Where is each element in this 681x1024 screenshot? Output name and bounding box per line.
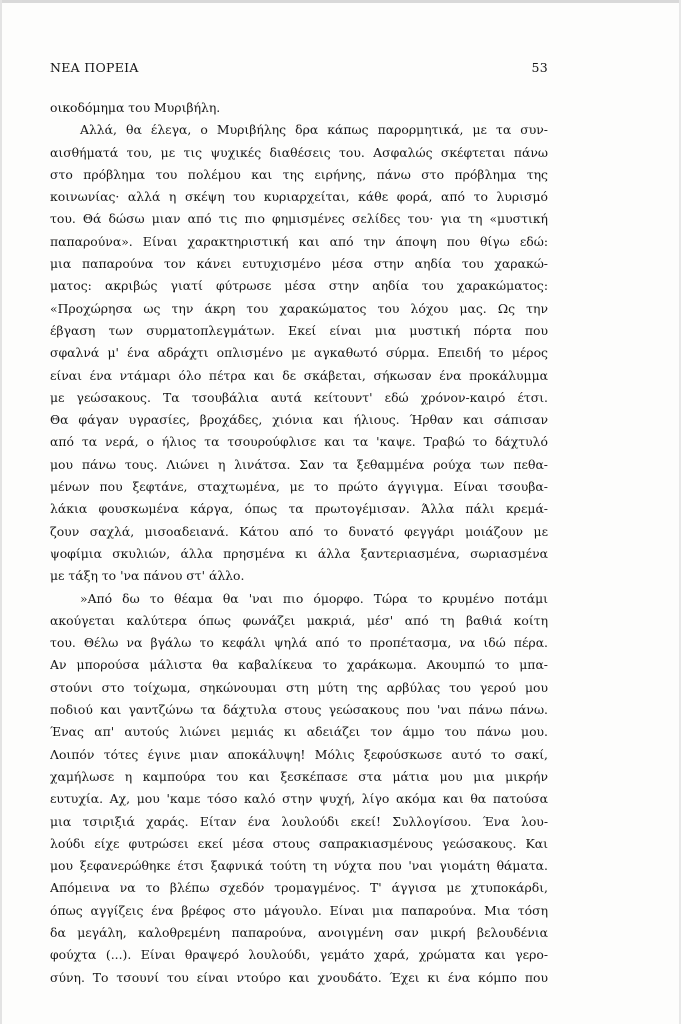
text-line: ψοφίμια σκυλιών, άλλα πρησμένα κι άλλα ξαντεριασμένα, σωριασμένα	[50, 545, 548, 561]
text-line: από τα νερά, ο ήλιος τα τσουρούφλισε και τα 'καψε. Τραβώ το δάχτυλό	[50, 434, 548, 450]
paragraph	[50, 588, 548, 989]
text-line: σφαλνά μ' ένα αδράχτι οπλισμένο με αγκαθωτό σύρμα. Επειδή το μέρος	[50, 345, 548, 361]
text-line: αισθήματά του, με τις ψυχικές διαθέσεις του. Ασφαλώς σκέφτεται πάνω	[50, 144, 548, 160]
text-line: μια τσιριξιά χαράς. Είταν ένα λουλούδι εκεί! Συλλογίσου. Ένα λου-	[50, 813, 548, 829]
text-line: Λοιπόν τότες έγινε μιαν αποκάλυψη! Μόλις ξεφούσκωσε αυτό το σακί,	[50, 746, 548, 762]
text-line: Θα φάγαν υγρασίες, βροχάδες, χιόνια και ήλιους. Ήρθαν και σάπισαν	[50, 412, 548, 428]
text-line: μου ξεφανερώθηκε έτσι ξαφνικά τούτη τη νύχτα που 'ναι γιομάτη θάματα.	[50, 858, 548, 874]
text-line: Αν μπορούσα μάλιστα θα καβαλίκευα το χαράκωμα. Ακουμπώ το μπα-	[50, 657, 548, 673]
text-line: μου πάνω τους. Λιώνει η λινάτσα. Σαν τα ξεθαμμένα ρούχα των πεθα-	[50, 456, 548, 472]
page-number: 53	[531, 60, 548, 75]
text-line: ακούγεται καλύτερα όπως φωνάζει μακριά, μέσ' από τη βαθιά κοίτη	[50, 612, 548, 628]
text-line: Ένας απ' αυτούς λιώνει μεμιάς κι αδειάζει τον άμμο του πάνω μου.	[50, 724, 548, 740]
text-line: με γεώσακους. Τα τσουβάλια αυτά κείτουντ' εδώ χρόνον-καιρό έτσι.	[50, 389, 548, 405]
text-line: δα μεγάλη, καλοθρεμένη παπαρούνα, ανοιγμένη σαν μικρή βελουδένια	[50, 924, 548, 940]
text-line: του. Θέλω να βγάλω το κεφάλι ψηλά από το προπέτασμα, να ιδώ πέρα.	[50, 635, 548, 651]
scan-edge-left	[0, 0, 2, 1024]
text-line: οικοδόμημα του Μυριβήλη.	[50, 100, 221, 115]
text-line: λάκια φουσκωμένα κάργα, όπως τα πρωτογέμισαν. Άλλα πάλι κρεμά-	[50, 501, 548, 517]
paragraph	[50, 119, 548, 587]
text-line: ποδιού και γαντζώνω τα δάχτυλα στους γεώσακους που 'ναι πάνω πάνω.	[50, 702, 548, 718]
text-line: έβγαση των συρματοπλεγμάτων. Εκεί είναι μια μυστική πόρτα που	[50, 322, 548, 338]
text-line: όπως αγγίζεις ένα βρέφος στο μάγουλο. Είναι μια παπαρούνα. Μια τόση	[50, 902, 548, 918]
text-line: σύνη. Το τσουνί του είναι ντούρο και χνουδάτο. Έχει κι ένα κόμπο που	[50, 969, 548, 985]
text-line: είναι ένα ντάμαρι όλο πέτρα και δε σκάβεται, σήκωσαν ένα προκάλυμμα	[50, 367, 548, 383]
paragraph	[50, 97, 548, 119]
running-header	[50, 60, 548, 84]
text-line: Αλλά, θα έλεγα, ο Μυριβήλης δρα κάπως παρορμητικά, με τα συν-	[80, 122, 548, 138]
text-line: ζουν σαχλά, μισοαδειανά. Κάτου από το δυνατό φεγγάρι μοιάζουν με	[50, 523, 548, 539]
text-line: «Προχώρησα ως την άκρη του χαρακώματος του λόχου μας. Ως την	[50, 300, 548, 316]
body-text	[50, 97, 548, 989]
text-line: φούχτα (...). Είναι θραψερό λουλούδι, γεμάτο χαρά, χρώματα και γερο-	[50, 947, 548, 963]
text-line: του. Θά δώσω μιαν από τις πιο φημισμένες σελίδες του· για τη «μυστική	[50, 211, 548, 227]
text-line: κοινωνίας· αλλά η σκέψη του κυριαρχείται, κάθε φορά, από το λυρισμό	[50, 189, 548, 205]
text-line: στούνι στο τοίχωμα, σηκώνουμαι στη μύτη της αρβύλας του γερού μου	[50, 679, 548, 695]
text-line: Απόμεινα να το βλέπω σχεδόν τρομαγμένος. Τ' άγγισα με χτυποκάρδι,	[50, 880, 548, 896]
text-line: »Από δω το θέαμα θα 'ναι πιο όμορφο. Τώρα το κρυμένο ποτάμι	[80, 590, 548, 606]
text-line: μένων που ξεφτάνε, σταχτωμένα, με το πρώτο άγγιγμα. Είναι τσουβα-	[50, 479, 548, 495]
text-line: με τάξη το 'να πάνου στ' άλλο.	[50, 568, 245, 584]
text-line: ευτυχία. Αχ, μου 'καμε τόσο καλό στην ψυχή, λίγο ακόμα και θα πατούσα	[50, 791, 548, 807]
text-line: παπαρούνα». Είναι χαρακτηριστική και από την άποψη που θίγω εδώ:	[50, 233, 548, 249]
text-line: μια παπαρούνα τον κάνει ευτυχισμένο μέσα στην αηδία του χαρακώ-	[50, 256, 548, 272]
scan-edge-top	[0, 0, 681, 3]
text-line: χαμήλωσε η καμπούρα του και ξεσκέπασε στα μάτια μου μια μικρήν	[50, 768, 548, 784]
text-line: λούδι είχε φυτρώσει εκεί μέσα στους σαπρακιασμένους γεώσακους. Και	[50, 835, 548, 851]
journal-title: ΝΕΑ ΠΟΡΕΙΑ	[50, 60, 139, 75]
text-line: ματος: ακριβώς γιατί φύτρωσε μέσα στην αηδία του χαρακώματος:	[50, 278, 548, 294]
text-line: στο πρόβλημα του πολέμου και της ειρήνης, πάνω στο πρόβλημα της	[50, 166, 548, 182]
